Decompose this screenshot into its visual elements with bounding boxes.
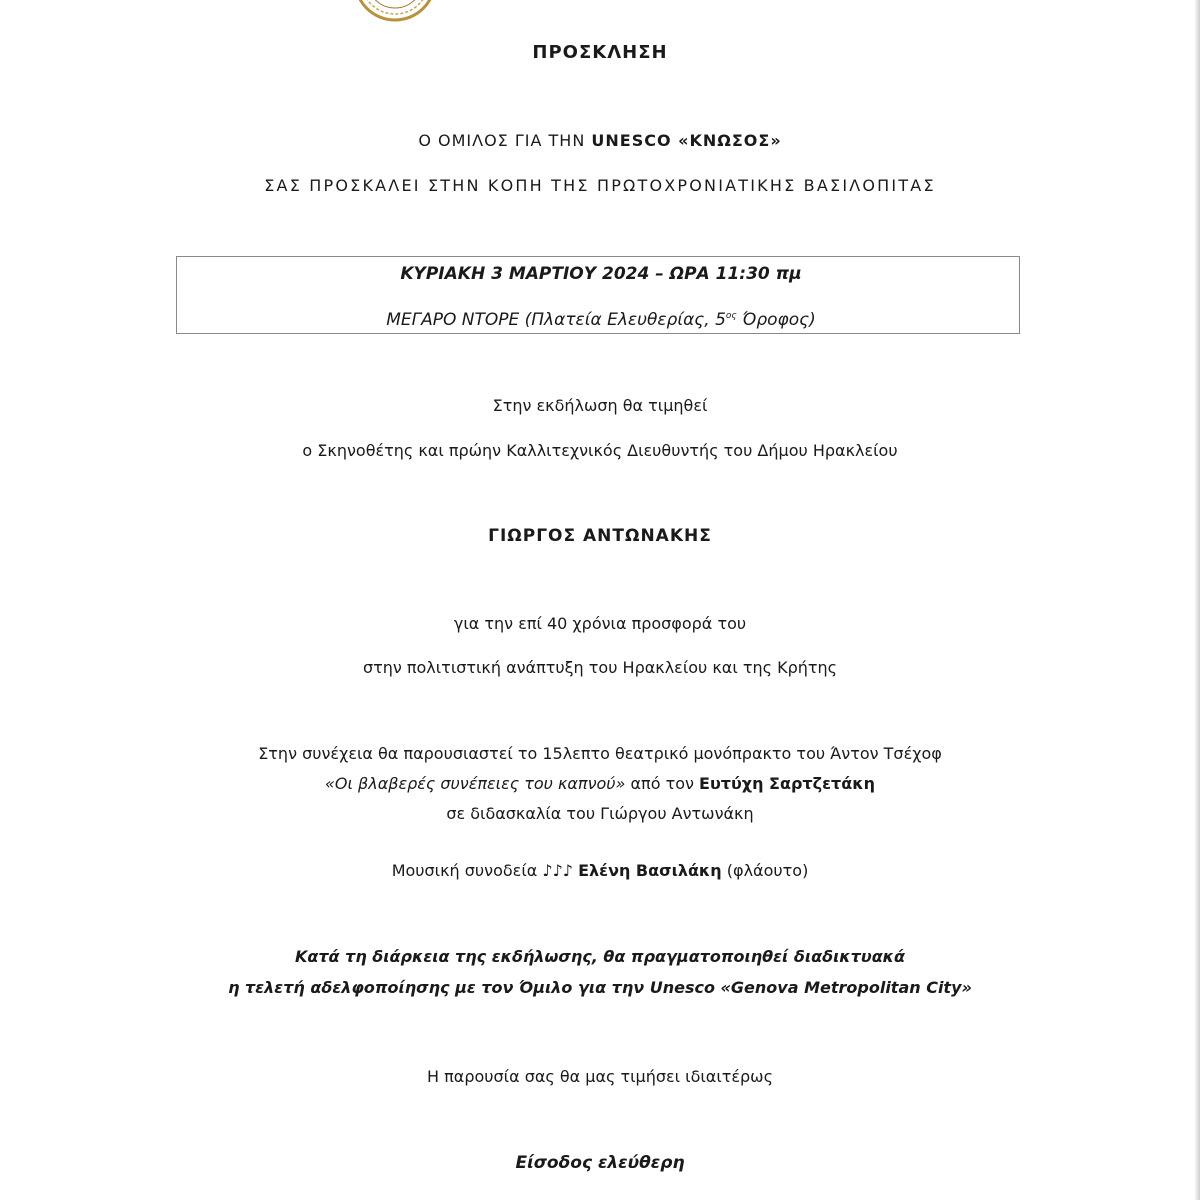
venue-floor-suffix: ος (725, 311, 737, 321)
invitation-title: ΠΡΟΣΚΛΗΣΗ (532, 42, 668, 63)
music-prefix: Μουσική συνοδεία (391, 861, 538, 880)
event-details-box (176, 256, 1020, 334)
organization-seal-logo (330, 0, 460, 22)
performance-direction: σε διδασκαλία του Γιώργου Αντωνάκη (446, 804, 754, 823)
performance-play-line (0, 773, 1200, 795)
organizer-line (0, 130, 1200, 152)
venue-floor: Όροφος) (736, 310, 816, 330)
twinning-line-1: Κατά τη διάρκεια της εκδήλωσης, θα πραγματοποιηθεί διαδικτυακά (294, 947, 906, 966)
honoree-reason-1: για την επί 40 χρόνια προσφορά του (453, 614, 747, 633)
performance-intro: Στην συνέχεια θα παρουσιαστεί το 15λεπτο θεατρικό μονόπρακτο του Άντον Τσέχοφ (258, 744, 942, 763)
entry-free: Είσοδος ελεύθερη (515, 1153, 685, 1173)
organizer-prefix: Ο ΟΜΙΛΟΣ ΓΙΑ ΤΗΝ (418, 131, 586, 150)
invitation-text: ΣΑΣ ΠΡΟΣΚΑΛΕΙ ΣΤΗΝ ΚΟΠΗ ΤΗΣ ΠΡΩΤΟΧΡΟΝΙΑΤΙΚΗΣ ΒΑΣΙΛΟΠΙΤΑΣ (264, 176, 936, 195)
honoree-name: ΓΙΩΡΓΟΣ ΑΝΤΩΝΑΚΗΣ (488, 526, 712, 546)
twinning-line-2: η τελετή αδελφοποίησης με τον Όμιλο για την Unesco «Genova Metropolitan City» (228, 978, 972, 997)
play-by: από τον (625, 774, 700, 793)
honoree-intro: Στην εκδήλωση θα τιμηθεί (492, 396, 708, 415)
closing-honor: Η παρουσία σας θα μας τιμήσει ιδιαιτέρως (427, 1067, 773, 1086)
musician-instrument: (φλάουτο) (726, 861, 809, 880)
honoree-reason-2: στην πολιτιστική ανάπτυξη του Ηρακλείου και της Κρήτης (362, 658, 838, 677)
music-line (0, 860, 1200, 882)
honoree-title: ο Σκηνοθέτης και πρώην Καλλιτεχνικός Διευθυντής του Δήμου Ηρακλείου (302, 441, 898, 460)
organizer-name: UNESCO «ΚΝΩΣΟΣ» (591, 131, 782, 150)
play-actor: Ευτύχη Σαρτζετάκη (699, 774, 875, 793)
event-datetime: ΚΥΡΙΑΚΗ 3 ΜΑΡΤΙΟΥ 2024 – ΩΡΑ 11:30 πμ (400, 264, 802, 284)
event-venue (1, 309, 1200, 331)
page-edge-shadow (1194, 0, 1200, 1200)
music-notes-icon: ♪♪♪ (542, 861, 574, 880)
venue-text: ΜΕΓΑΡΟ ΝΤΟΡΕ (Πλατεία Ελευθερίας, 5 (386, 310, 726, 330)
musician-name: Ελένη Βασιλάκη (578, 861, 722, 880)
play-title: «Οι βλαβερές συνέπειες του καπνού» (325, 774, 626, 793)
